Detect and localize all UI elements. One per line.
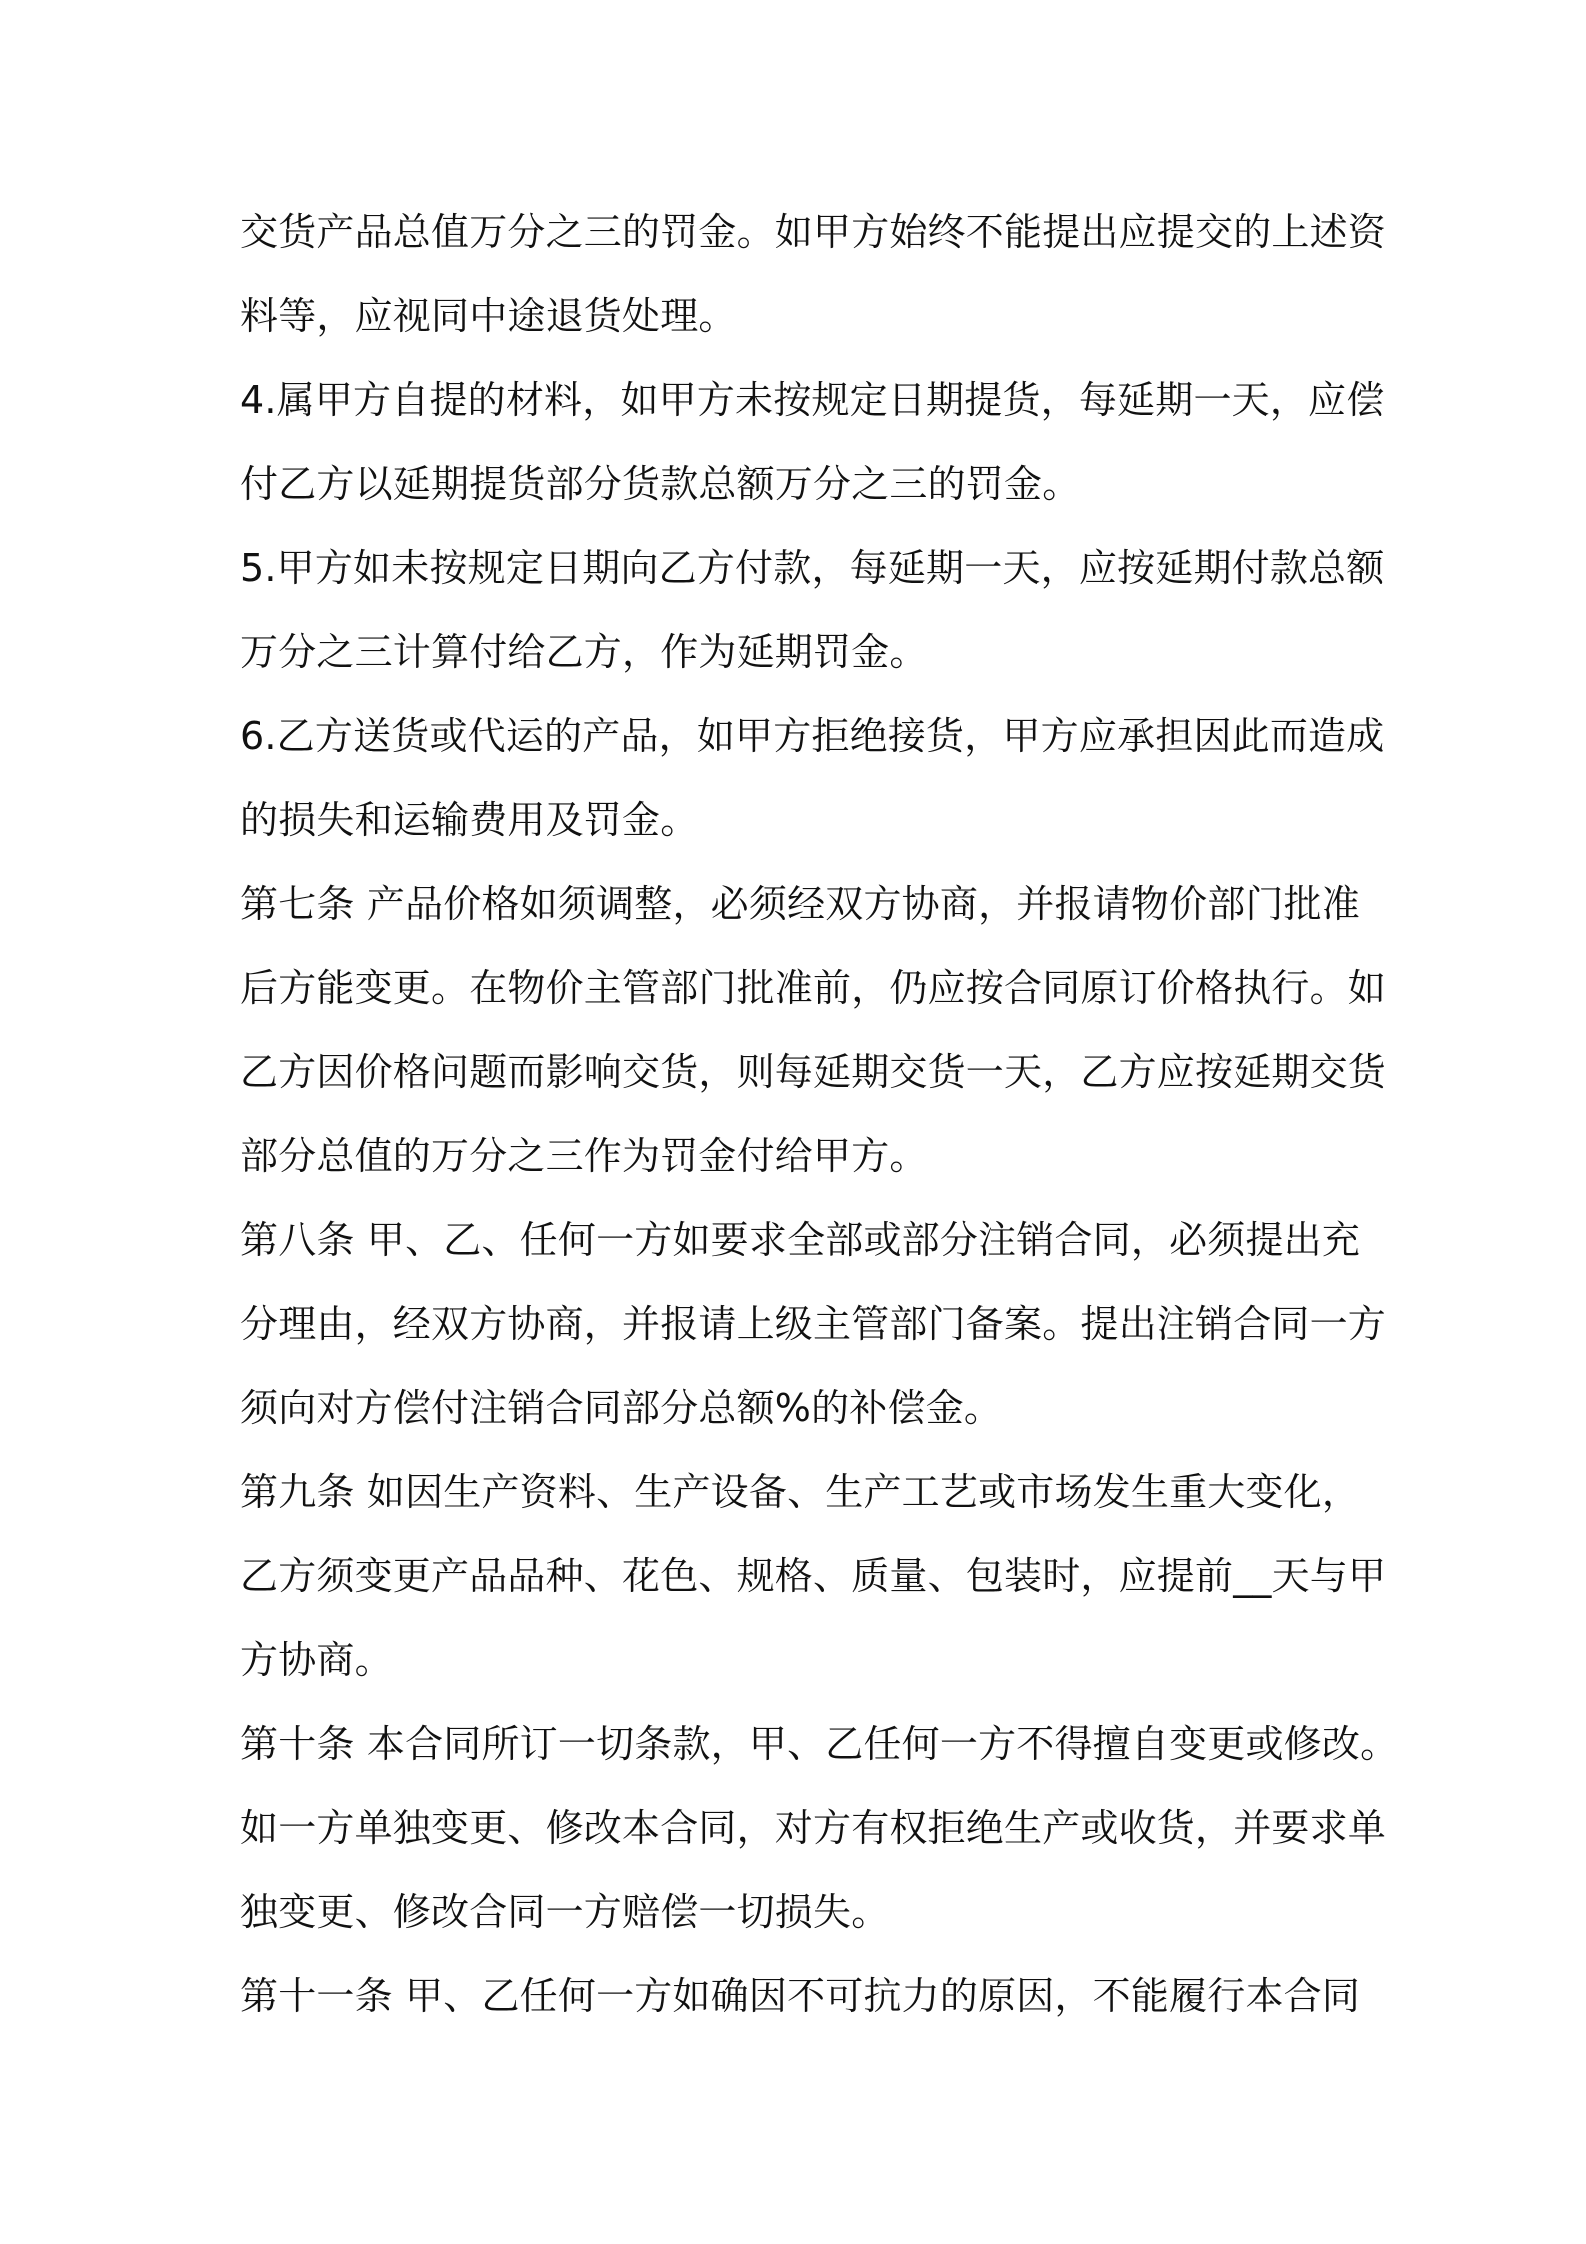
text-line: 4.属甲方自提的材料，如甲方未按规定日期提货，每延期一天，应偿 <box>240 378 1385 422</box>
text-line: 付乙方以延期提货部分货款总额万分之三的罚金。 <box>240 462 1081 506</box>
text-line: 方协商。 <box>240 1638 393 1682</box>
text-line: 第九条 如因生产资料、生产设备、生产工艺或市场发生重大变化， <box>240 1470 1361 1514</box>
text-line: 第八条 甲、乙、任何一方如要求全部或部分注销合同，必须提出充 <box>240 1218 1361 1262</box>
text-line: 须向对方偿付注销合同部分总额%的补偿金。 <box>240 1386 1003 1430</box>
contract-body <box>240 190 1399 2038</box>
text-line: 乙方须变更产品品种、花色、规格、质量、包装时，应提前__天与甲 <box>240 1554 1387 1598</box>
text-line: 第十条 本合同所订一切条款，甲、乙任何一方不得擅自变更或修改。 <box>240 1722 1399 1766</box>
text-line: 如一方单独变更、修改本合同，对方有权拒绝生产或收货，并要求单 <box>240 1806 1387 1850</box>
text-line: 万分之三计算付给乙方，作为延期罚金。 <box>240 630 928 674</box>
text-line: 后方能变更。在物价主管部门批准前，仍应按合同原订价格执行。如 <box>240 966 1387 1010</box>
text-line: 第十一条 甲、乙任何一方如确因不可抗力的原因，不能履行本合同 <box>240 1974 1361 2018</box>
text-line: 6.乙方送货或代运的产品，如甲方拒绝接货，甲方应承担因此而造成 <box>240 714 1385 758</box>
text-line: 的损失和运输费用及罚金。 <box>240 798 699 842</box>
text-line: 部分总值的万分之三作为罚金付给甲方。 <box>240 1134 928 1178</box>
text-line: 料等，应视同中途退货处理。 <box>240 294 737 338</box>
text-line: 乙方因价格问题而影响交货，则每延期交货一天，乙方应按延期交货 <box>240 1050 1387 1094</box>
text-line: 第七条 产品价格如须调整，必须经双方协商，并报请物价部门批准 <box>240 882 1361 926</box>
text-line: 独变更、修改合同一方赔偿一切损失。 <box>240 1890 890 1934</box>
text-line: 交货产品总值万分之三的罚金。如甲方始终不能提出应提交的上述资 <box>240 210 1387 254</box>
text-line: 分理由，经双方协商，并报请上级主管部门备案。提出注销合同一方 <box>240 1302 1387 1346</box>
text-line: 5.甲方如未按规定日期向乙方付款，每延期一天，应按延期付款总额 <box>240 546 1385 590</box>
